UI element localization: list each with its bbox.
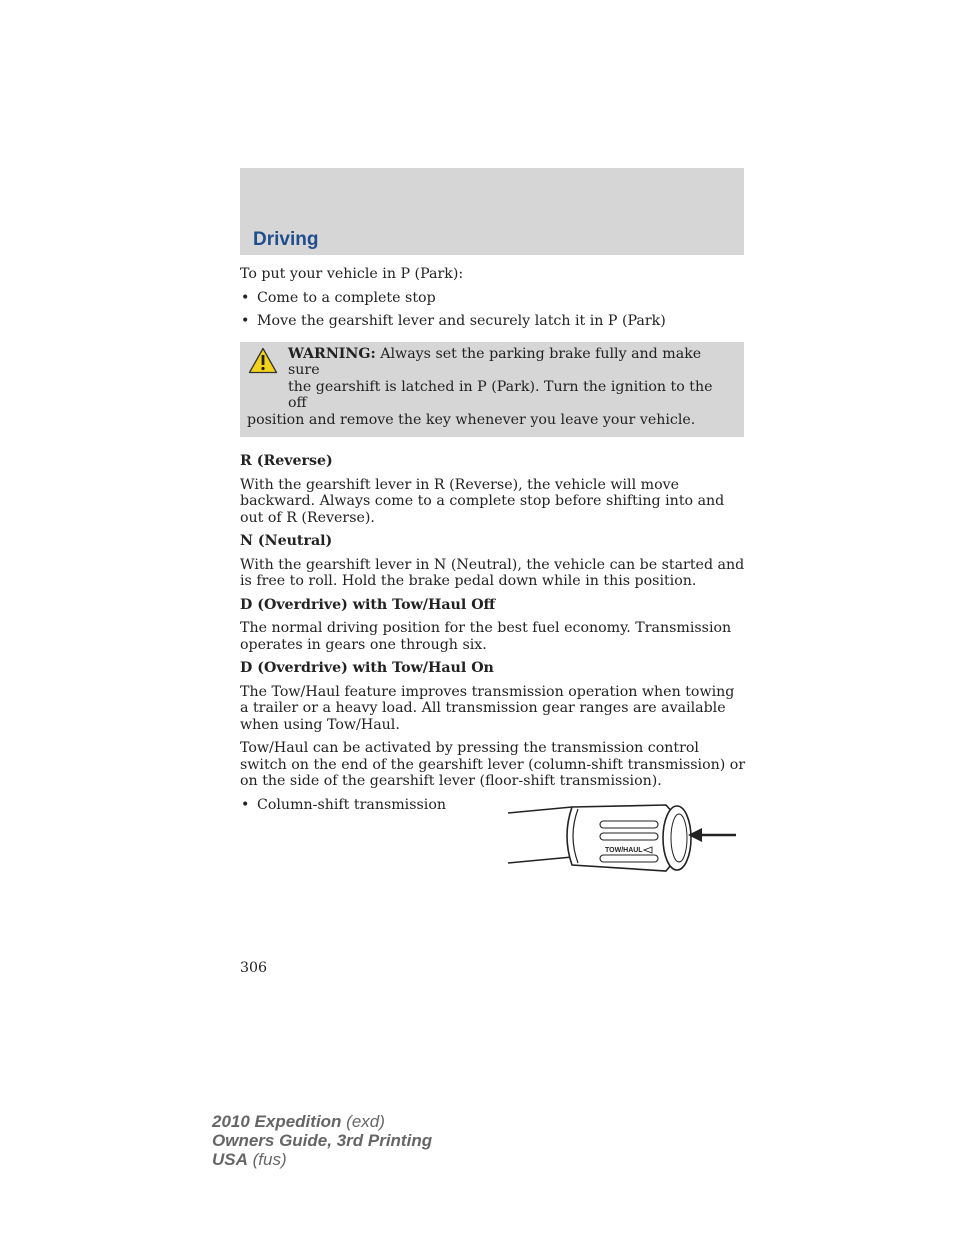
park-step-1: • Come to a complete stop — [240, 290, 746, 307]
reverse-body: With the gearshift lever in R (Reverse), the vehicle will move backward. Always come to a complete stop before shifting into and out of R (Reverse). — [240, 476, 725, 526]
warning-label: WARNING: — [288, 345, 376, 362]
column-shift-lever-illustration — [506, 797, 746, 877]
park-intro: To put your vehicle in P (Park): — [240, 266, 464, 282]
section-title: Driving — [253, 229, 319, 250]
neutral-body: With the gearshift lever in N (Neutral), the vehicle can be started and is free to roll. Hold the brake pedal down while in this position. — [240, 556, 745, 589]
warning-line-3: position and remove the key whenever you leave your vehicle. — [247, 411, 696, 428]
park-step-2: • Move the gearshift lever and securely latch it in P (Park) — [240, 313, 746, 330]
overdrive-on-heading: D (Overdrive) with Tow/Haul On — [240, 660, 494, 676]
overdrive-on-body: The Tow/Haul feature improves transmission operation when towing a trailer or a heavy load. All transmission gear ranges are available when using Tow/Haul. — [240, 683, 735, 733]
footer-region-code: (fus) — [252, 1150, 287, 1169]
section-header — [240, 168, 744, 255]
reverse-heading: R (Reverse) — [240, 453, 333, 469]
footer-model: 2010 Expedition — [212, 1112, 342, 1131]
document-footer — [212, 1112, 432, 1169]
footer-model-code: (exd) — [346, 1112, 385, 1131]
tow-haul-activation-body: Tow/Haul can be activated by pressing the transmission control switch on the end of the gearshift lever (column-shift transmission) or on the side of the gearshift lever (floor-shift transmission). — [240, 740, 746, 789]
neutral-heading: N (Neutral) — [240, 533, 333, 549]
warning-line-2: the gearshift is latched in P (Park). Turn the ignition to the off — [288, 378, 713, 411]
warning-box — [240, 342, 744, 438]
page-content — [240, 266, 746, 877]
page-number: 306 — [240, 960, 268, 976]
tow-haul-switch-label: TOW/HAUL — [605, 846, 643, 854]
overdrive-off-body: The normal driving position for the best fuel economy. Transmission operates in gears one through six. — [240, 620, 732, 653]
overdrive-off-heading: D (Overdrive) with Tow/Haul Off — [240, 596, 496, 613]
footer-region: USA — [212, 1150, 248, 1169]
column-shift-bullet: • Column-shift transmission — [240, 797, 746, 814]
column-shift-row — [240, 797, 746, 877]
warning-line-1: Always set the parking brake fully and make sure — [288, 345, 702, 378]
warning-triangle-icon — [248, 347, 278, 374]
footer-guide: Owners Guide, 3rd Printing — [212, 1131, 433, 1150]
